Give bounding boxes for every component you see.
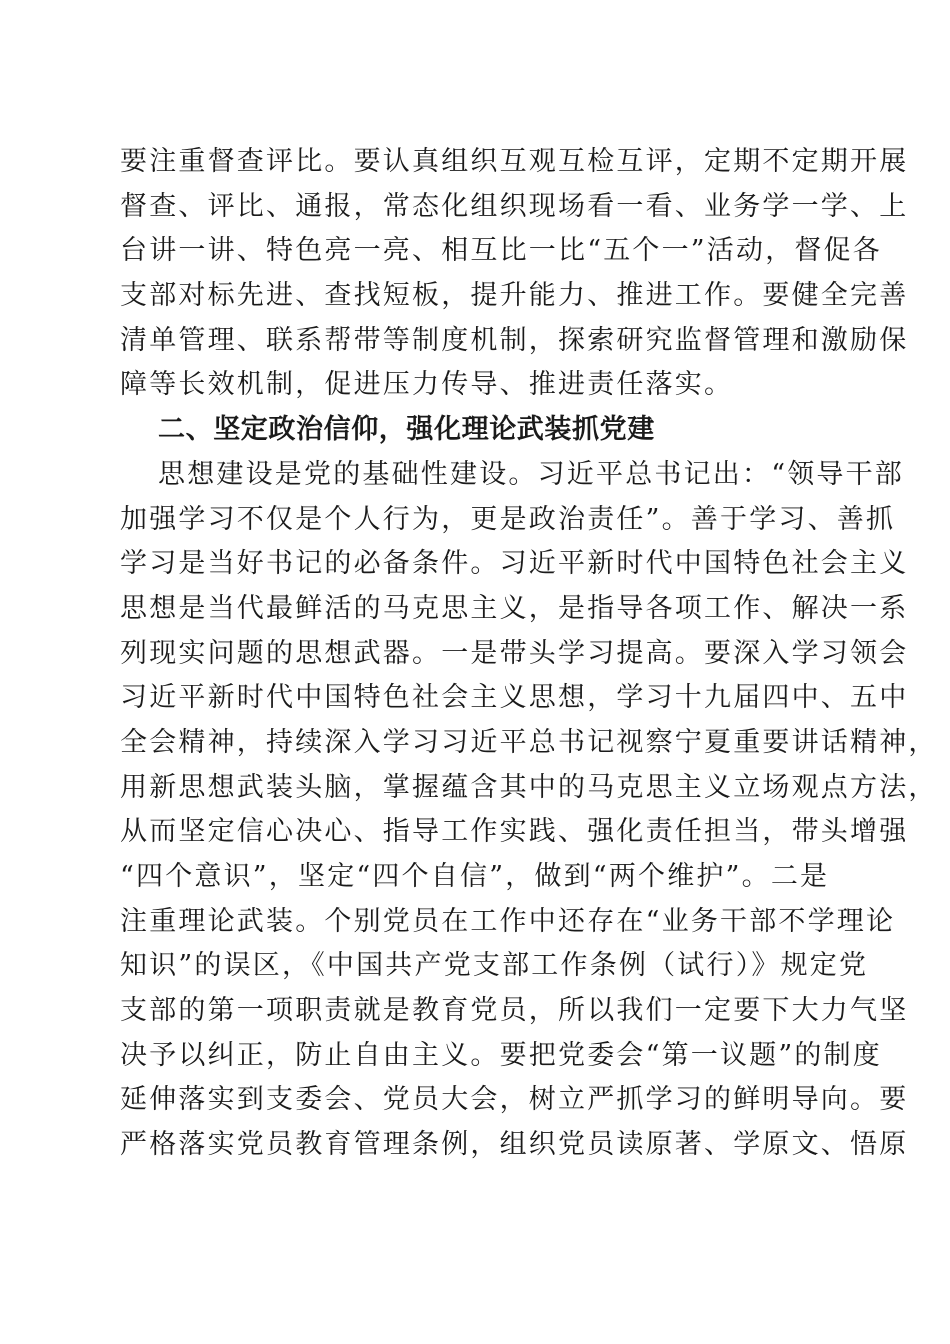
paragraph-line: 严格落实党员教育管理条例，组织党员读原著、学原文、悟原 [120, 1129, 909, 1161]
paragraph-line: 列现实问题的思想武器。一是带头学习提高。要深入学习领会 [120, 637, 909, 669]
paragraph-line: 要注重督查评比。要认真组织互观互检互评，定期不定期开展 [120, 146, 909, 177]
paragraph-line: 思想是当代最鲜活的马克思主义，是指导各项工作、解决一系 [120, 592, 909, 624]
paragraph-line: 决予以纠正，防止自由主义。要把党委会“第一议题”的制度 [120, 1039, 883, 1071]
paragraph-line: “四个意识”，坚定“四个自信”，做到“两个维护”。二是 [120, 861, 830, 892]
paragraph-line: 从而坚定信心决心、指导工作实践、强化责任担当，带头增强 [120, 816, 909, 848]
paragraph-line: 支部的第一项职责就是教育党员，所以我们一定要下大力气坚 [120, 995, 909, 1027]
paragraph-line: 学习是当好书记的必备条件。习近平新时代中国特色社会主义 [120, 548, 909, 580]
paragraph-line: 知识”的误区，《中国共产党支部工作条例（试行）》规定党 [120, 950, 869, 982]
paragraph-line: 注重理论武装。个别党员在工作中还存在“业务干部不学理论 [120, 905, 896, 937]
paragraph-line: 清单管理、联系帮带等制度机制，探索研究监督管理和激励保 [120, 324, 909, 356]
paragraph-line: 加强学习不仅是个人行为，更是政治责任”。善于学习、善抓 [120, 503, 896, 535]
paragraph-first-line: 思想建设是党的基础性建设。习近平总书记出：“领导干部 [158, 458, 905, 490]
paragraph-line: 用新思想武装头脑，掌握蕴含其中的马克思主义立场观点方法， [120, 771, 938, 803]
document-body [120, 140, 938, 1168]
section-heading: 二、坚定政治信仰，强化理论武装抓党建 [158, 414, 655, 446]
paragraph-line: 全会精神，持续深入学习习近平总书记视察宁夏重要讲话精神， [120, 726, 938, 758]
paragraph-line: 督查、评比、通报，常态化组织现场看一看、业务学一学、上 [120, 190, 909, 222]
paragraph-line: 支部对标先进、查找短板，提升能力、推进工作。要健全完善 [120, 280, 909, 312]
paragraph-line: 习近平新时代中国特色社会主义思想，学习十九届四中、五中 [120, 682, 909, 714]
paragraph-line: 台讲一讲、特色亮一亮、相互比一比“五个一”活动，督促各 [120, 235, 883, 267]
paragraph-line: 障等长效机制，促进压力传导、推进责任落实。 [120, 369, 734, 401]
paragraph-line: 延伸落实到支委会、党员大会，树立严抓学习的鲜明导向。要 [120, 1084, 909, 1116]
